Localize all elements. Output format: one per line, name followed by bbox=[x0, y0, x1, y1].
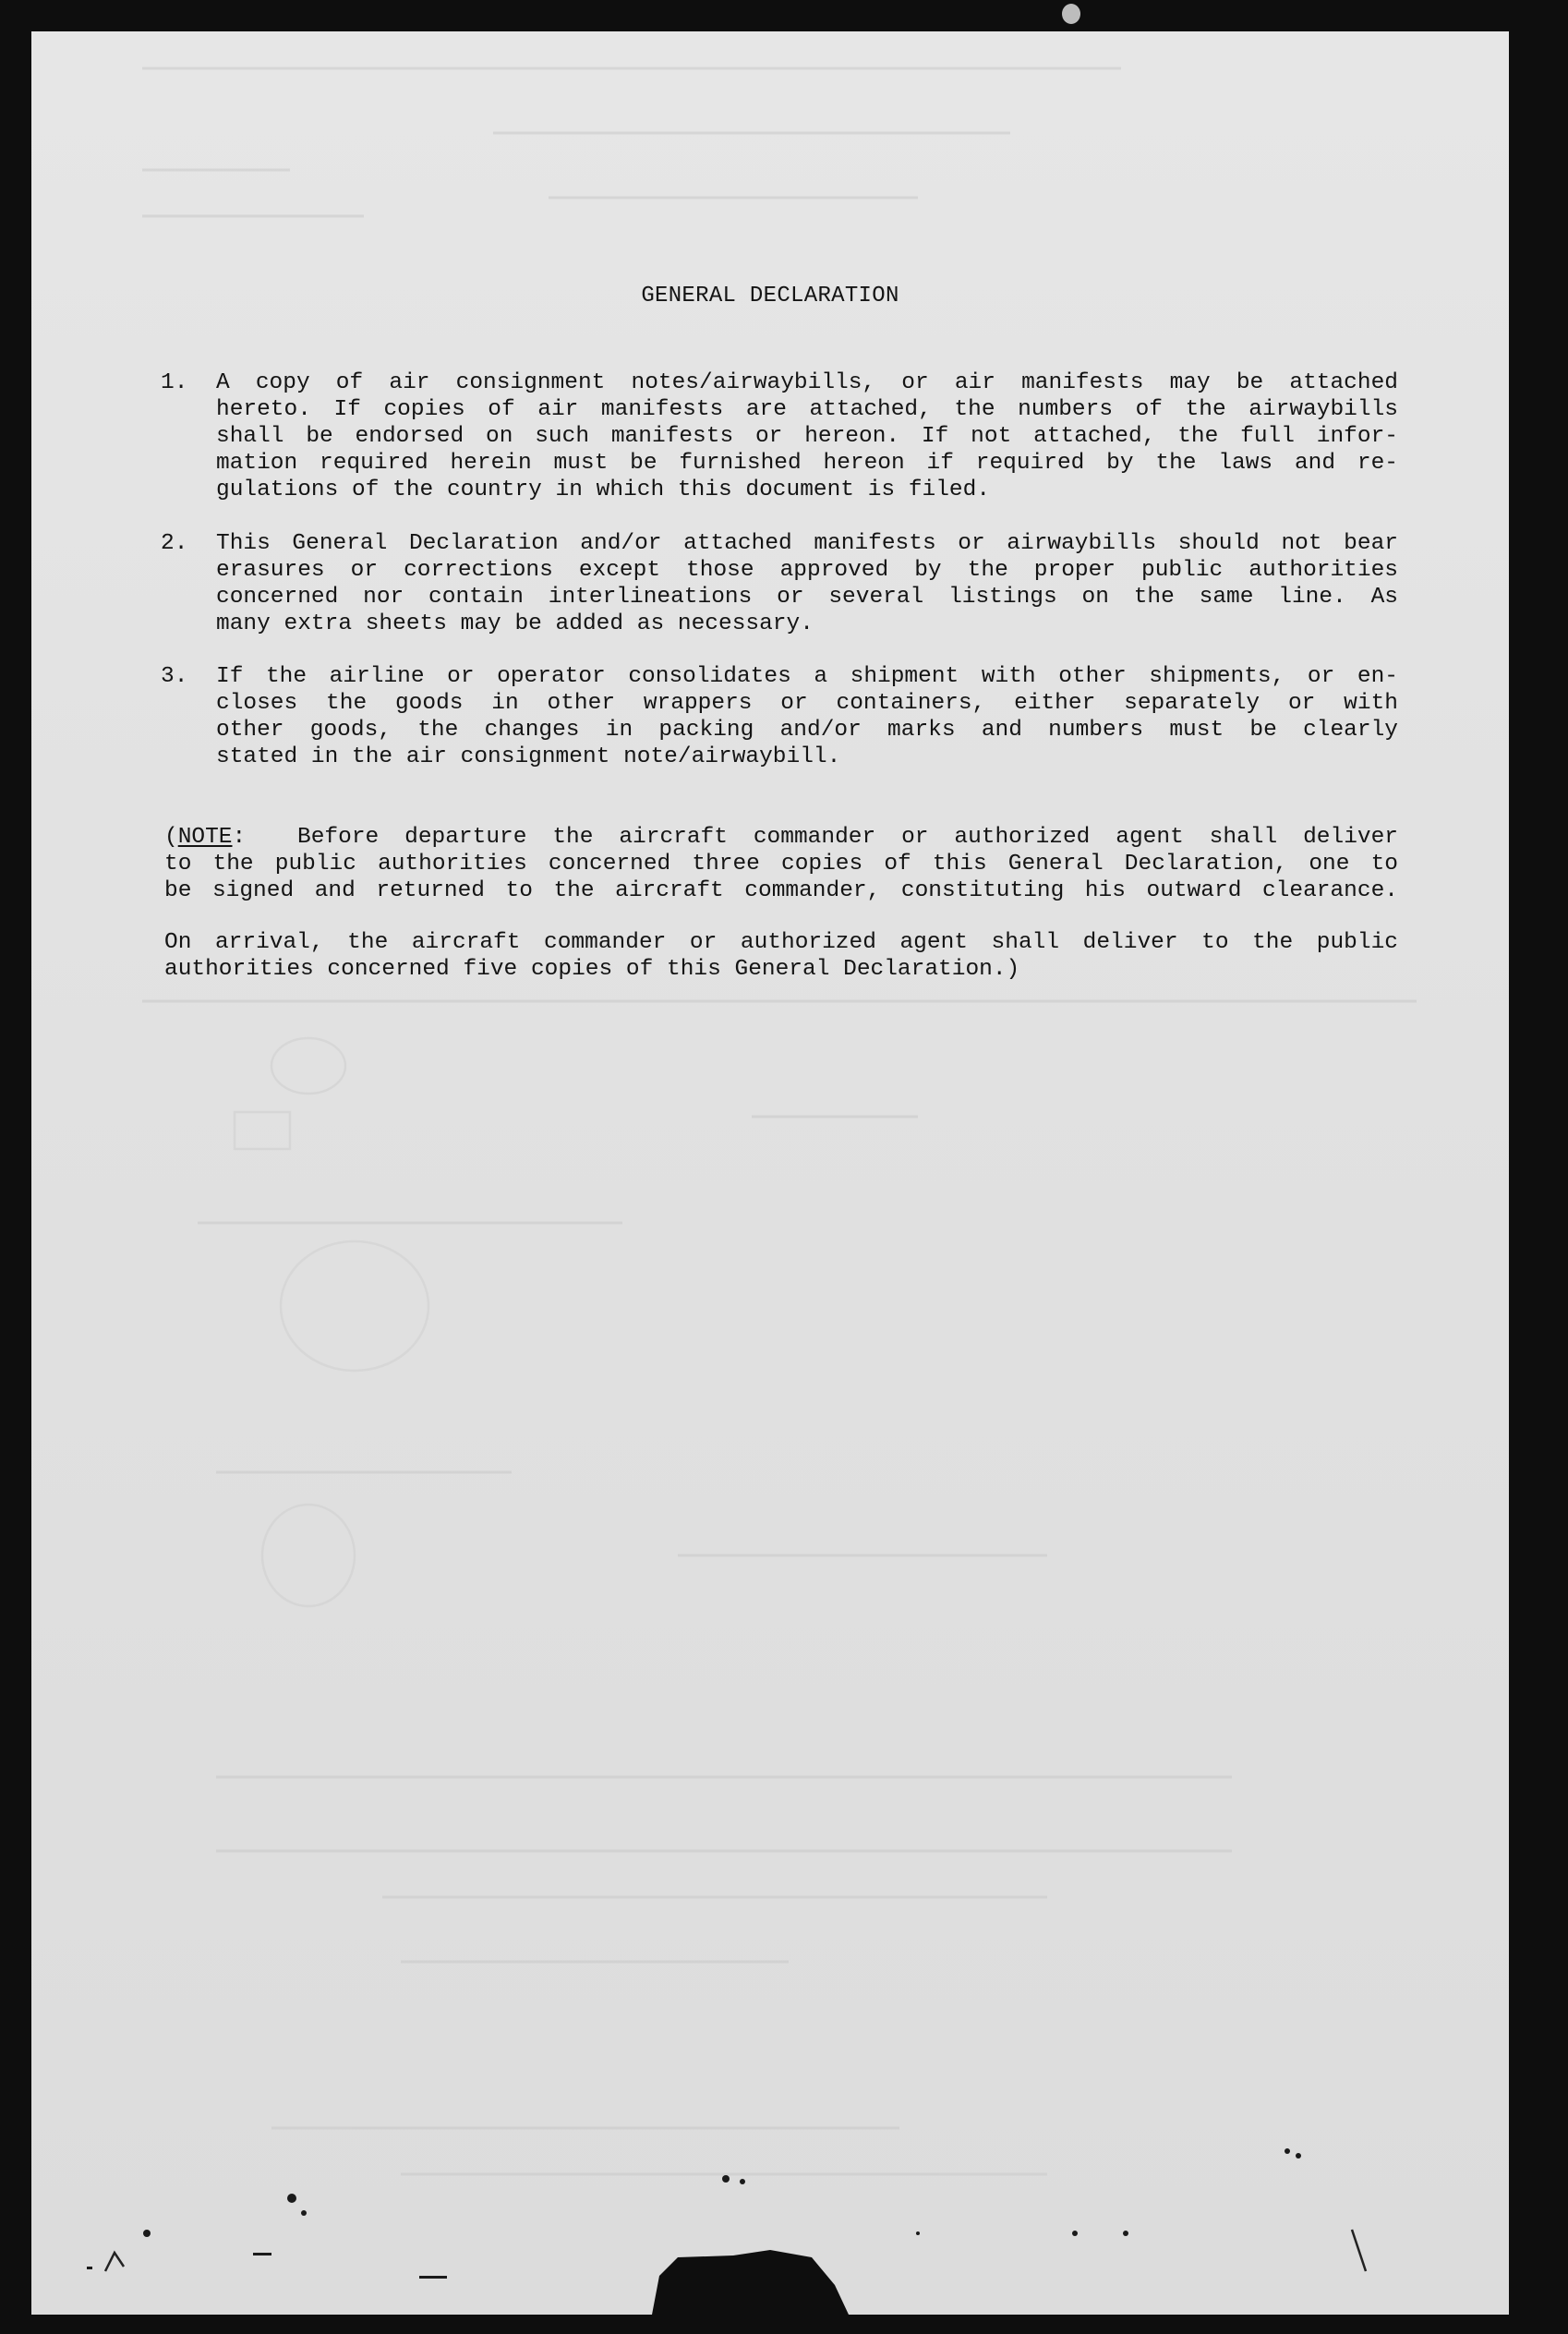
note-first-line bbox=[164, 824, 1398, 851]
item-line: erasures or corrections except those approved by the proper public authorities bbox=[216, 558, 1398, 583]
item-line: hereto. If copies of air manifests are attached, the numbers of the airwaybills bbox=[216, 397, 1398, 422]
item-number: 1. bbox=[161, 370, 188, 395]
note-line: to the public authorities concerned three copies of this General Declaration, one to bbox=[164, 852, 1398, 877]
note-paragraph bbox=[164, 824, 1398, 904]
item-line: other goods, the changes in packing and/or marks and numbers must be clearly bbox=[216, 718, 1398, 743]
punch-hole bbox=[1062, 4, 1080, 24]
arrival-line: On arrival, the aircraft commander or authorized agent shall deliver to the public bbox=[164, 930, 1398, 955]
note-label: NOTE bbox=[177, 825, 233, 850]
item-line: This General Declaration and/or attached manifests or airwaybills should not bear bbox=[216, 531, 1398, 556]
item-line: stated in the air consignment note/airwaybill. bbox=[216, 744, 841, 769]
item-line: closes the goods in other wrappers or containers, either separately or with bbox=[216, 691, 1398, 716]
document-title: GENERAL DECLARATION bbox=[641, 284, 899, 308]
note-open-paren: ( bbox=[164, 825, 178, 850]
note-first-line-text: Before departure the aircraft commander or authorized agent shall deliver bbox=[297, 825, 1399, 850]
item-line: gulations of the country in which this document is filed. bbox=[216, 478, 991, 502]
item-line: many extra sheets may be added as necessary. bbox=[216, 611, 814, 636]
item-text bbox=[216, 369, 1398, 503]
item-line: mation required herein must be furnished hereon if required by the laws and re- bbox=[216, 451, 1398, 476]
note-label-suffix: : bbox=[232, 825, 247, 850]
item-line: If the airline or operator consolidates a shipment with other shipments, or en- bbox=[216, 664, 1398, 689]
arrival-paragraph bbox=[164, 929, 1398, 983]
arrival-line: authorities concerned five copies of this General Declaration.) bbox=[164, 957, 1020, 982]
item-number: 2. bbox=[161, 531, 188, 556]
item-text bbox=[216, 663, 1398, 770]
document-content bbox=[31, 31, 1509, 2315]
item-line: shall be endorsed on such manifests or hereon. If not attached, the full infor- bbox=[216, 424, 1398, 449]
item-text bbox=[216, 530, 1398, 637]
note-line: be signed and returned to the aircraft commander, constituting his outward clearance. bbox=[164, 878, 1398, 903]
item-line: A copy of air consignment notes/airwaybills, or air manifests may be attached bbox=[216, 370, 1398, 395]
item-line: concerned nor contain interlineations or several listings on the same line. As bbox=[216, 585, 1398, 610]
item-number: 3. bbox=[161, 664, 188, 689]
document-sheet bbox=[31, 31, 1509, 2315]
